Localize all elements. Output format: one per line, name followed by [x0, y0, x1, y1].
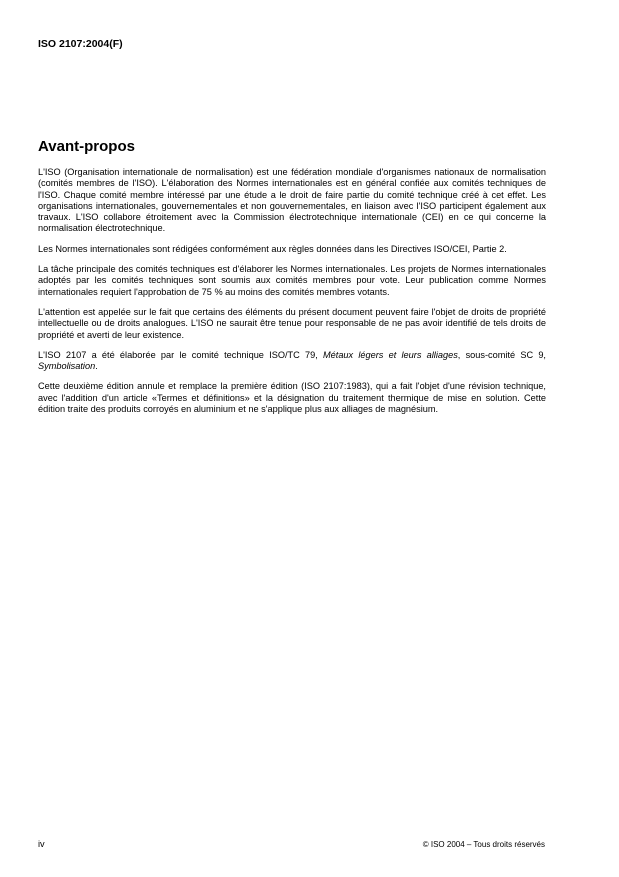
committee-text-before: L'ISO 2107 a été élaborée par le comité technique ISO/TC 79, [38, 349, 323, 360]
committee-text-middle: , sous-comité SC 9, [457, 349, 546, 360]
document-id: ISO 2107:2004(F) [38, 38, 123, 50]
paragraph-technical-committees: La tâche principale des comités techniques est d'élaborer les Normes internationales. Les projets de Normes internationales adoptés par les comités techniques sont soumis aux comités membres pour vote. Leur publication comme Normes internationales requiert l'approbation de 75 % au moins des comités membres votants. [38, 264, 546, 297]
paragraph-patent-rights: L'attention est appelée sur le fait que certains des éléments du présent document peuvent faire l'objet de droits de propriété intellectuelle ou de droits analogues. L'ISO ne saurait être tenue pour responsable de ne pas avoir identifié de tels droits de propriété et averti de leur existence. [38, 306, 546, 340]
committee-text-end: . [95, 361, 98, 372]
paragraph-edition-info: Cette deuxième édition annule et remplace la première édition (ISO 2107:1983), qui a fait l'objet d'une révision technique, avec l'addition d'un article «Termes et définitions» et la désignation du traitement thermique de mise en solution. Cette édition traite des produits corroyés en aluminium et ne s'applique plus aux alliages de magnésium. [38, 381, 546, 415]
paragraph-committee-info [38, 350, 546, 373]
subcommittee-title: Symbolisation [38, 361, 96, 372]
page-title: Avant-propos [38, 138, 135, 155]
foreword-body [38, 167, 546, 424]
committee-title: Métaux légers et leurs alliages [323, 349, 458, 360]
page-number: iv [38, 839, 45, 849]
paragraph-directives: Les Normes internationales sont rédigées conformément aux règles données dans les Directives ISO/CEI, Partie 2. [38, 243, 507, 254]
copyright-notice: © ISO 2004 – Tous droits réservés [422, 840, 545, 849]
paragraph-iso-organisation: L'ISO (Organisation internationale de normalisation) est une fédération mondiale d'organismes nationaux de normalisation (comités membres de l'ISO). L'élaboration des Normes internationales est en général confiée aux comités techniques de l'ISO. Chaque comité membre intéressé par une étude a le droit de faire partie du comité technique créé à cet effet. Les organisations internationales, gouvernementales et non gouvernementales, en liaison avec l'ISO participent également aux travaux. L'ISO collabore étroitement avec la Commission électrotechnique internationale (CEI) en ce qui concerne la normalisation électrotechnique. [38, 167, 546, 234]
